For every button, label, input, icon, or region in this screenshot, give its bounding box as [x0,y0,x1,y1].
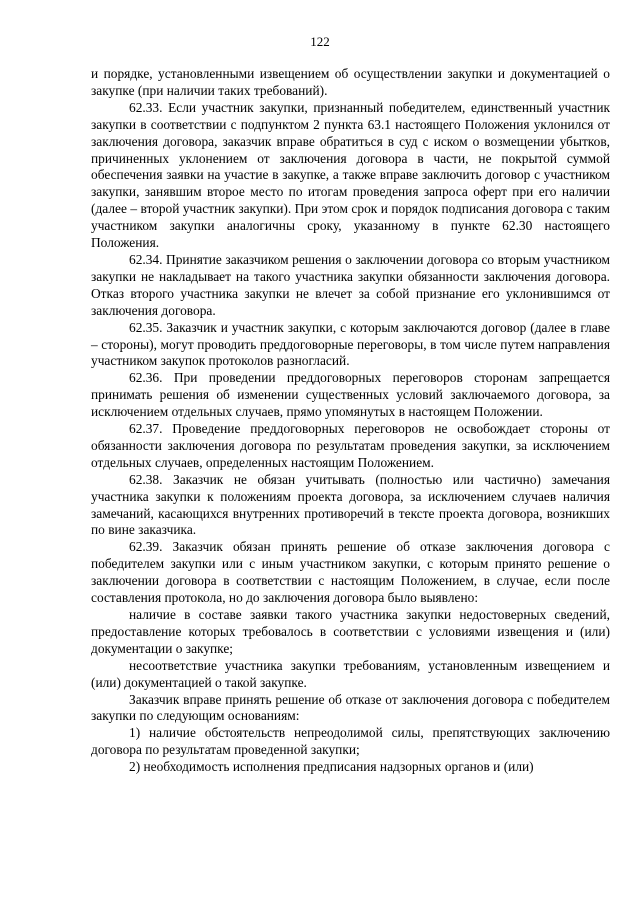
paragraph-62-35: 62.35. Заказчик и участник закупки, с которым заключаются договор (далее в главе – стороны), могут проводить преддоговорные переговоры, в том числе путем направления участником закупок протоколов разногласий. [91,319,610,369]
paragraph-62-38: 62.38. Заказчик не обязан учитывать (полностью или частично) замечания участника закупки к положениям проекта договора, за исключением случаев наличия замечаний, касающихся внутренних противоречий в тексте проекта договора, возникших по вине заказчика. [91,471,610,538]
list-item-supervisory-orders: 2) необходимость исполнения предписания надзорных органов и (или) [129,759,534,775]
paragraph-62-36: 62.36. При проведении преддоговорных переговоров сторонам запрещается принимать решения об изменении существенных условий заключаемого договора, за исключением отдельных случаев, прямо упомянутых в настоящем Положении. [91,370,610,420]
page-number: 122 [310,34,330,49]
paragraph-62-33: 62.33. Если участник закупки, признанный победителем, единственный участник закупки в соответствии с подпунктом 2 пункта 63.1 настоящего Положения уклонился от заключения договора, заказчик вправе обратиться в суд с иском о возмещении убытков, причиненных уклонением от заключения договора в части, не покрытой суммой обеспечения заявки на участие в закупке, а также вправе заключить договор с участником закупки, занявшим второе место по итогам проведения запроса оферт при его наличии (далее – второй участник закупки). При этом срок и порядок подписания договора с таким участником закупки аналогичны сроку, указанному в пункте 62.30 настоящего Положения. [91,99,610,251]
paragraph-continuation: и порядке, установленными извещением об осуществлении закупки и документацией о закупке (при наличии таких требований). [91,66,610,98]
paragraph-62-39: 62.39. Заказчик обязан принять решение об отказе заключения договора с победителем закупки или с иным участником закупки, с которым принято решение о заключении договора в соответствии с настоящим Положением, в случае, если после составления протокола, но до заключения договора было выявлено: [91,539,610,606]
list-item-noncompliance: несоответствие участника закупки требованиям, установленным извещением и (или) документацией о такой закупке. [91,657,610,690]
document-body [91,66,610,776]
paragraph-62-37: 62.37. Проведение преддоговорных переговоров не освобождает стороны от обязанности заключения договора по результатам проведения закупки, за исключением отдельных случаев, определенных настоящим Положением. [91,421,610,470]
list-item-force-majeure: 1) наличие обстоятельств непреодолимой силы, препятствующих заключению договора по результатам проведенной закупки; [91,725,610,758]
list-item-unreliable-info: наличие в составе заявки такого участника закупки недостоверных сведений, предоставление которых требовалось в соответствии с условиями извещения и (или) документации о закупке; [91,607,610,656]
paragraph-refusal-grounds: Заказчик вправе принять решение об отказе от заключения договора с победителем закупки по следующим основаниям: [91,691,610,724]
paragraph-62-34: 62.34. Принятие заказчиком решения о заключении договора со вторым участником закупки не накладывает на такого участника закупки обязанности заключения договора. Отказ второго участника закупки не влечет за собой признание его уклонившимся от заключения договора. [91,251,610,318]
